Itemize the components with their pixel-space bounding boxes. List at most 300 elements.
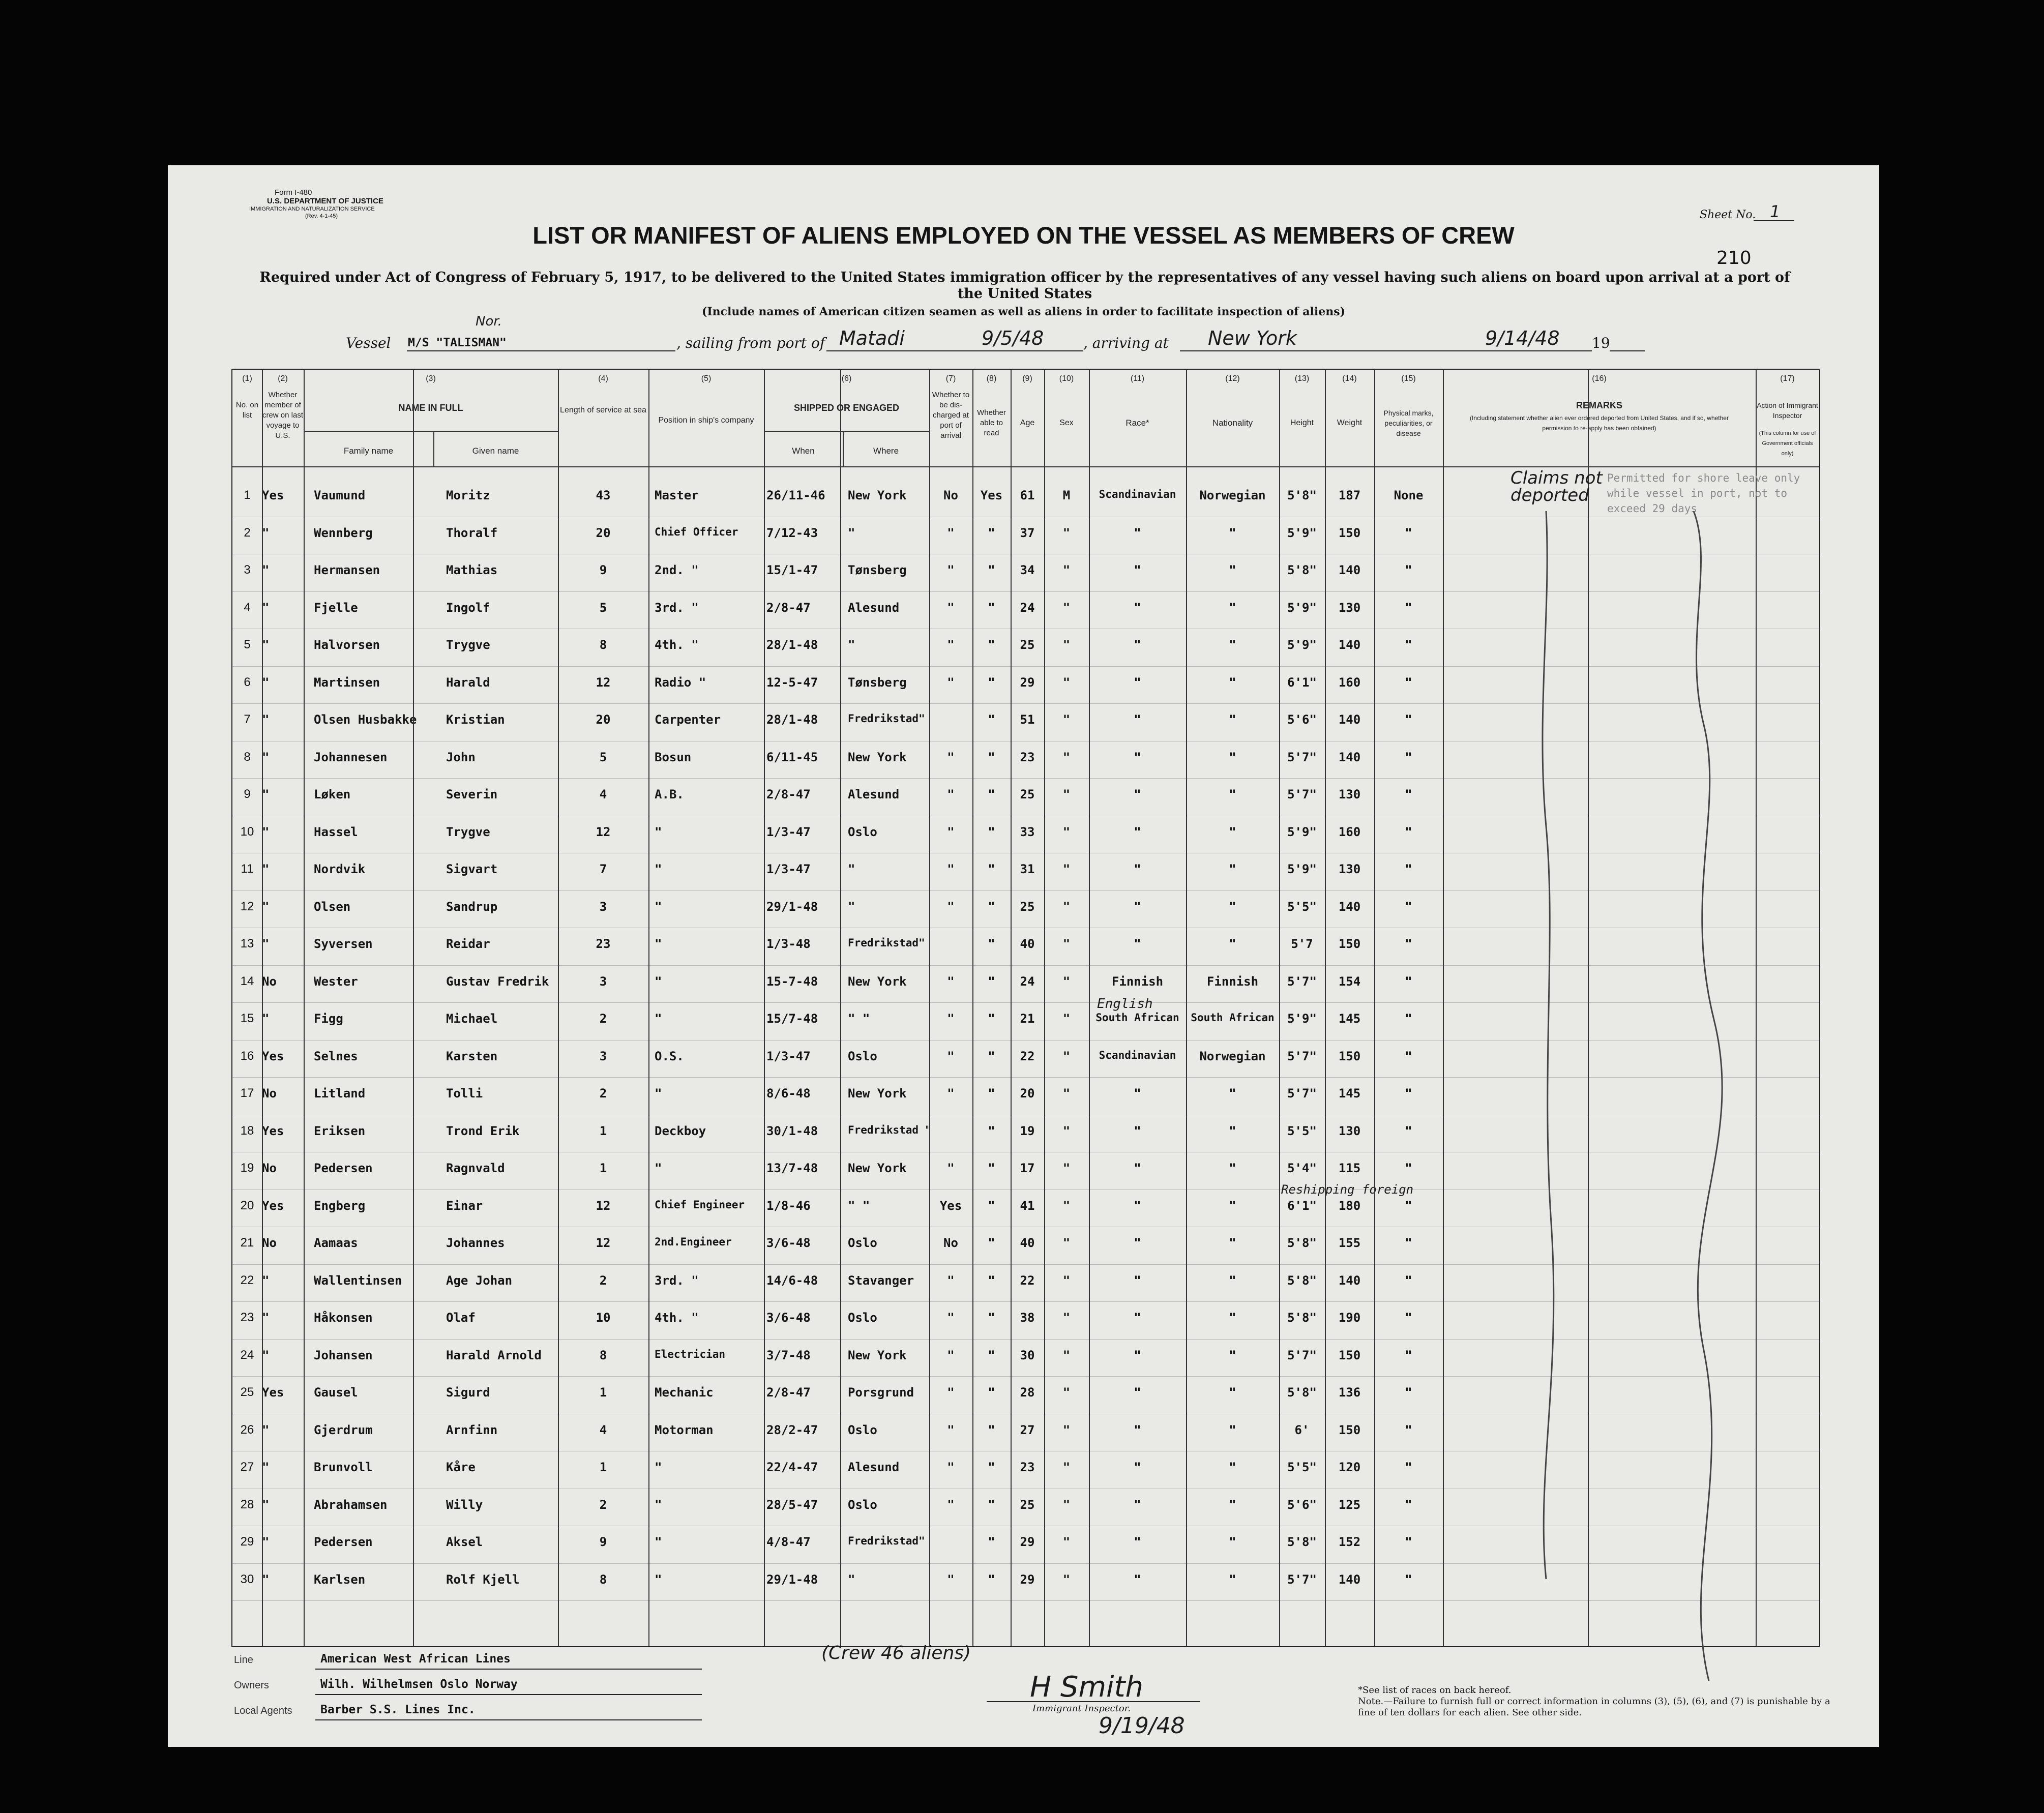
weight: 145 (1338, 1086, 1361, 1101)
sex: " (1062, 1535, 1071, 1549)
family-name: Wennberg (314, 525, 373, 540)
weight: 150 (1338, 937, 1361, 951)
physical-marks: " (1405, 1460, 1412, 1474)
sex: " (1062, 1161, 1071, 1175)
race: " (1134, 1311, 1141, 1325)
column-divider (764, 370, 765, 1646)
crew-last-voyage: " (262, 1535, 270, 1549)
family-name: Pedersen (314, 1535, 373, 1549)
shipped-where: Oslo (848, 824, 877, 839)
owners-value: Wilh. Wilhelmsen Oslo Norway (320, 1678, 518, 1691)
sex: M (1062, 488, 1071, 502)
crew-last-voyage: Yes (262, 1049, 284, 1063)
header-nationality: Nationality (1212, 418, 1253, 428)
position: " (655, 974, 662, 989)
shipped-where: " (848, 525, 855, 540)
physical-marks: " (1405, 1385, 1412, 1400)
crew-last-voyage: " (262, 712, 270, 727)
row-number: 28 (240, 1497, 254, 1511)
height: 6'1" (1287, 675, 1317, 690)
given-name: Mathias (446, 563, 498, 577)
family-name: Pedersen (314, 1161, 373, 1175)
shipped-when: 2/8-47 (766, 600, 811, 615)
column-divider (1089, 370, 1090, 1646)
race: " (1134, 787, 1141, 801)
shipped-where: Porsgrund (848, 1385, 914, 1400)
family-name: Figg (314, 1012, 343, 1026)
discharged: " (947, 1572, 955, 1587)
header-remarks-sub: (Including statement whether alien ever ordered deported from United States, and if so, whether permission to re-apply has been obtained) (1470, 414, 1729, 432)
nationality: " (1229, 1422, 1236, 1437)
sex: " (1062, 1572, 1071, 1587)
shipped-when: 3/6-48 (766, 1311, 811, 1325)
row-number: 12 (240, 899, 254, 913)
shipped-where: " " (848, 1198, 870, 1213)
shipped-where: New York (848, 1348, 907, 1362)
row-number: 26 (240, 1422, 254, 1437)
physical-marks: None (1394, 488, 1424, 502)
weight: 130 (1338, 600, 1361, 615)
given-name: Harald Arnold (446, 1348, 542, 1362)
form-revision: (Rev. 4-1-45) (305, 213, 338, 219)
age: 37 (1020, 525, 1035, 540)
year-suffix: 19 (1592, 335, 1610, 351)
row-number: 13 (240, 937, 254, 950)
race: " (1134, 600, 1141, 615)
header-action-sub: (This column for use of Government officials only) (1759, 430, 1816, 457)
weight: 140 (1338, 638, 1361, 652)
physical-marks: " (1405, 787, 1412, 801)
sex: " (1062, 1012, 1071, 1026)
given-name: Sigvart (446, 862, 498, 876)
able-to-read: " (988, 1572, 995, 1587)
header-colnum: (1) (242, 374, 252, 383)
shipped-when: 22/4-47 (766, 1460, 818, 1474)
family-name: Brunvoll (314, 1460, 373, 1474)
weight: 125 (1338, 1497, 1361, 1512)
family-name: Gjerdrum (314, 1422, 373, 1437)
discharged: Yes (939, 1198, 962, 1213)
column-divider (1325, 370, 1326, 1646)
shipped-when: 3/7-48 (766, 1348, 811, 1362)
column-divider (413, 370, 414, 1646)
row-number: 29 (240, 1535, 254, 1549)
crew-last-voyage: " (262, 899, 270, 914)
able-to-read: " (988, 899, 995, 914)
service-years: 1 (599, 1385, 607, 1400)
crew-last-voyage: " (262, 1012, 270, 1026)
shipped-where: Fredrikstad" (848, 937, 925, 949)
position: Master (655, 488, 699, 502)
weight: 155 (1338, 1236, 1361, 1250)
age: 51 (1020, 712, 1035, 727)
sex: " (1062, 1198, 1071, 1213)
header-colnum: (17) (1780, 374, 1795, 383)
age: 24 (1020, 600, 1035, 615)
weight: 150 (1338, 1422, 1361, 1437)
race: " (1134, 1123, 1141, 1138)
race-note: English (1097, 996, 1153, 1012)
able-to-read: " (988, 1273, 995, 1288)
weight: 136 (1338, 1385, 1361, 1400)
service-years: 8 (599, 638, 607, 652)
service-years: 1 (599, 1460, 607, 1474)
service-years: 12 (596, 1198, 611, 1213)
discharged: " (947, 600, 955, 615)
crew-last-voyage: " (262, 862, 270, 876)
header-colnum: (14) (1342, 374, 1357, 383)
physical-marks: " (1405, 1311, 1412, 1325)
race: " (1134, 1535, 1141, 1549)
family-name: Gausel (314, 1385, 358, 1400)
shipped-where: Alesund (848, 600, 900, 615)
physical-marks: " (1405, 937, 1412, 951)
able-to-read: " (988, 600, 995, 615)
row-number: 5 (244, 638, 251, 651)
shipped-when: 15-7-48 (766, 974, 818, 989)
given-name: Johannes (446, 1236, 505, 1250)
crew-last-voyage: " (262, 824, 270, 839)
discharged: No (943, 1236, 958, 1250)
crew-last-voyage: No (262, 974, 277, 989)
header-colnum: (12) (1225, 374, 1240, 383)
physical-marks: " (1405, 563, 1412, 577)
sex: " (1062, 1086, 1071, 1101)
header-colnum: (10) (1059, 374, 1074, 383)
nationality: " (1229, 1311, 1236, 1325)
service-years: 9 (599, 1535, 607, 1549)
physical-marks: " (1405, 1535, 1412, 1549)
height: 5'6" (1287, 712, 1317, 727)
header-colnum: (3) (426, 374, 436, 383)
page-title: LIST OR MANIFEST OF ALIENS EMPLOYED ON THE VESSEL AS MEMBERS OF CREW (532, 222, 1515, 249)
family-name: Johannesen (314, 750, 388, 764)
weight: 140 (1338, 1572, 1361, 1587)
family-name: Hassel (314, 824, 358, 839)
header-race: Race* (1125, 418, 1149, 428)
position: Radio " (655, 675, 706, 690)
able-to-read: " (988, 712, 995, 727)
crew-last-voyage: No (262, 1086, 277, 1101)
sex: " (1062, 525, 1071, 540)
row-number: 1 (244, 488, 251, 502)
date-arrive: 9/14/48 (1485, 327, 1560, 349)
remark-typed: Permitted for shore leave only while vessel in port, not to exceed 29 days (1607, 472, 1800, 515)
arriving-label: , arriving at (1083, 335, 1169, 351)
position: Mechanic (655, 1385, 714, 1400)
given-name: Einar (446, 1198, 483, 1213)
position: Carpenter (655, 712, 721, 727)
header-remarks: REMARKS (1576, 400, 1622, 410)
row-number: 25 (240, 1385, 254, 1399)
discharged: " (947, 1161, 955, 1175)
crew-last-voyage: " (262, 1273, 270, 1288)
header-colnum: (7) (945, 374, 956, 383)
physical-marks: " (1405, 638, 1412, 652)
height: 5'7" (1287, 1348, 1317, 1362)
physical-marks: " (1405, 1198, 1412, 1213)
weight: 150 (1338, 1348, 1361, 1362)
position: Deckboy (655, 1123, 706, 1138)
given-name: Karsten (446, 1049, 498, 1063)
column-divider (648, 370, 649, 1646)
crew-last-voyage: " (262, 937, 270, 951)
port-to: New York (1208, 327, 1297, 349)
able-to-read: " (988, 937, 995, 951)
family-name: Fjelle (314, 600, 358, 615)
header-no-on-list: No. on list (235, 401, 259, 420)
discharged: " (947, 787, 955, 801)
physical-marks: " (1405, 525, 1412, 540)
age: 34 (1020, 563, 1035, 577)
physical-marks: " (1405, 1049, 1412, 1063)
given-name: Moritz (446, 488, 490, 502)
header-colnum: (15) (1401, 374, 1416, 383)
height: 5'9" (1287, 525, 1317, 540)
owners-label: Owners (234, 1680, 269, 1691)
able-to-read: " (988, 1422, 995, 1437)
nationality: " (1229, 824, 1236, 839)
crew-last-voyage: " (262, 1422, 270, 1437)
family-name: Martinsen (314, 675, 380, 690)
sex: " (1062, 1422, 1071, 1437)
able-to-read: " (988, 787, 995, 801)
header-given-name: Given name (472, 446, 519, 456)
nationality: " (1229, 899, 1236, 914)
height: 5'6" (1287, 1497, 1317, 1512)
position: " (655, 1572, 662, 1587)
height: 5'5" (1287, 899, 1317, 914)
sex: " (1062, 750, 1071, 764)
age: 22 (1020, 1049, 1035, 1063)
manifest-footer (168, 1649, 1879, 1747)
shipped-where: New York (848, 488, 907, 502)
shipped-when: 1/3-47 (766, 862, 811, 876)
weight: 152 (1338, 1535, 1361, 1549)
given-name: Aksel (446, 1535, 483, 1549)
page-code: 210 (1716, 248, 1752, 269)
nationality: " (1229, 1348, 1236, 1362)
age: 30 (1020, 1348, 1035, 1362)
weight: 160 (1338, 824, 1361, 839)
weight: 140 (1338, 712, 1361, 727)
vessel-value: M/S "TALISMAN" (408, 336, 507, 349)
able-to-read: " (988, 750, 995, 764)
able-to-read: " (988, 1460, 995, 1474)
discharged: " (947, 1086, 955, 1101)
family-name: Håkonsen (314, 1311, 373, 1325)
crew-last-voyage: " (262, 1572, 270, 1587)
weight: 145 (1338, 1012, 1361, 1026)
height: 5'7 (1291, 937, 1313, 951)
family-name: Hermansen (314, 563, 380, 577)
inspector-label: Immigrant Inspector. (1032, 1703, 1131, 1714)
shipped-when: 26/11-46 (766, 488, 825, 502)
penalty-note: Note.—Failure to furnish full or correct information in columns (3), (5), (6), and (7) is punishable by a fine of ten dollars for each alien. See other side. (1358, 1696, 1830, 1718)
shipped-where: " (848, 1572, 855, 1587)
header-weight: Weight (1337, 419, 1362, 427)
service-years: 8 (599, 1348, 607, 1362)
position: " (655, 1012, 662, 1026)
row-number: 17 (240, 1086, 254, 1100)
column-divider (304, 370, 305, 1646)
header-age: Age (1020, 419, 1035, 427)
height: 5'5" (1287, 1123, 1317, 1138)
able-to-read: " (988, 675, 995, 690)
discharged: " (947, 675, 955, 690)
physical-marks: " (1405, 1497, 1412, 1512)
family-name: Løken (314, 787, 351, 801)
nationality: " (1229, 1497, 1236, 1512)
service-years: 23 (596, 937, 611, 951)
race: " (1134, 899, 1141, 914)
age: 20 (1020, 1086, 1035, 1101)
position: Motorman (655, 1422, 714, 1437)
discharged: " (947, 1460, 955, 1474)
position: 3rd. " (655, 1273, 699, 1288)
shipped-when: 28/1-48 (766, 638, 818, 652)
shipped-where: Oslo (848, 1236, 877, 1250)
age: 25 (1020, 1497, 1035, 1512)
row-number: 24 (240, 1348, 254, 1362)
able-to-read: " (988, 638, 995, 652)
vessel-note: Nor. (476, 314, 502, 329)
crew-last-voyage: " (262, 600, 270, 615)
given-name: Sandrup (446, 899, 498, 914)
shipped-when: 30/1-48 (766, 1123, 818, 1138)
sex: " (1062, 1123, 1071, 1138)
service-years: 2 (599, 1086, 607, 1101)
family-name: Vaumund (314, 488, 366, 502)
vessel-label: Vessel (346, 335, 391, 351)
height: 5'7" (1287, 974, 1317, 989)
header-where: Where (873, 446, 899, 456)
shipped-when: 28/2-47 (766, 1422, 818, 1437)
row-number: 21 (240, 1236, 254, 1250)
sheet-no-label: Sheet No. (1700, 209, 1756, 221)
sex: " (1062, 1385, 1071, 1400)
nationality: " (1229, 1535, 1236, 1549)
height: 5'8" (1287, 1535, 1317, 1549)
physical-marks: " (1405, 862, 1412, 876)
nationality: " (1229, 563, 1236, 577)
shipped-where: " (848, 899, 855, 914)
given-name: Severin (446, 787, 498, 801)
nationality: " (1229, 1161, 1236, 1175)
service-years: 3 (599, 1049, 607, 1063)
given-name: Age Johan (446, 1273, 513, 1288)
given-name: Michael (446, 1012, 498, 1026)
position: O.S. (655, 1049, 684, 1063)
shipped-when: 29/1-48 (766, 899, 818, 914)
sex: " (1062, 1049, 1071, 1063)
column-divider (972, 370, 973, 1646)
position: 3rd. " (655, 600, 699, 615)
nationality: " (1229, 862, 1236, 876)
shipped-when: 6/11-45 (766, 750, 818, 764)
row-number: 3 (244, 563, 251, 577)
header-family-name: Family name (343, 446, 394, 456)
crew-last-voyage: " (262, 563, 270, 577)
shipped-where: Fredrikstad" (848, 712, 925, 725)
height: 6' (1294, 1422, 1310, 1437)
given-name: Kåre (446, 1460, 476, 1474)
service-years: 43 (596, 488, 611, 502)
line-label: Line (234, 1654, 253, 1666)
header-when: When (792, 446, 815, 456)
age: 38 (1020, 1311, 1035, 1325)
nationality: " (1229, 600, 1236, 615)
family-name: Litland (314, 1086, 366, 1101)
height: 5'8" (1287, 488, 1317, 502)
header-position: Position in ship's company (658, 416, 754, 425)
shipped-where: Stavanger (848, 1273, 914, 1288)
age: 25 (1020, 638, 1035, 652)
age: 29 (1020, 1535, 1035, 1549)
height: 5'7" (1287, 750, 1317, 764)
race: " (1134, 1422, 1141, 1437)
able-to-read: " (988, 1086, 995, 1101)
service-years: 20 (596, 712, 611, 727)
discharged: " (947, 1348, 955, 1362)
header-length-service: Length of service at sea (560, 406, 646, 414)
nationality: " (1229, 712, 1236, 727)
header-colnum: (6) (841, 374, 852, 383)
nationality: " (1229, 1086, 1236, 1101)
given-name: John (446, 750, 476, 764)
service-years: 7 (599, 862, 607, 876)
race: " (1134, 1572, 1141, 1587)
age: 25 (1020, 787, 1035, 801)
sex: " (1062, 974, 1071, 989)
weight: 115 (1338, 1161, 1361, 1175)
crew-last-voyage: Yes (262, 1385, 284, 1400)
family-name: Aamaas (314, 1236, 358, 1250)
given-name: Kristian (446, 712, 505, 727)
given-name: Trygve (446, 638, 490, 652)
given-name: Ragnvald (446, 1161, 505, 1175)
crew-last-voyage: " (262, 1497, 270, 1512)
age: 29 (1020, 1572, 1035, 1587)
row-number: 4 (244, 600, 251, 614)
position: " (655, 1535, 662, 1549)
weight: 160 (1338, 675, 1361, 690)
shipped-where: Fredrikstad" (848, 1535, 925, 1547)
race: " (1134, 1198, 1141, 1213)
crew-count-note: (Crew 46 aliens) (821, 1643, 971, 1663)
shipped-when: 8/6-48 (766, 1086, 811, 1101)
position: " (655, 824, 662, 839)
given-name: Ingolf (446, 600, 490, 615)
discharged: " (947, 525, 955, 540)
nationality: " (1229, 1460, 1236, 1474)
crew-last-voyage: " (262, 1460, 270, 1474)
row-number: 14 (240, 974, 254, 988)
physical-marks: " (1405, 1236, 1412, 1250)
service-years: 12 (596, 1236, 611, 1250)
weight: 190 (1338, 1311, 1361, 1325)
race: Scandinavian (1099, 1049, 1176, 1061)
crew-last-voyage: Yes (262, 488, 284, 502)
height: 5'8" (1287, 1311, 1317, 1325)
given-name: Gustav Fredrik (446, 974, 549, 989)
row-number: 18 (240, 1123, 254, 1138)
race: " (1134, 824, 1141, 839)
weight: 140 (1338, 750, 1361, 764)
position: Chief Engineer (655, 1198, 745, 1211)
shipped-when: 2/8-47 (766, 787, 811, 801)
discharged: " (947, 1012, 955, 1026)
